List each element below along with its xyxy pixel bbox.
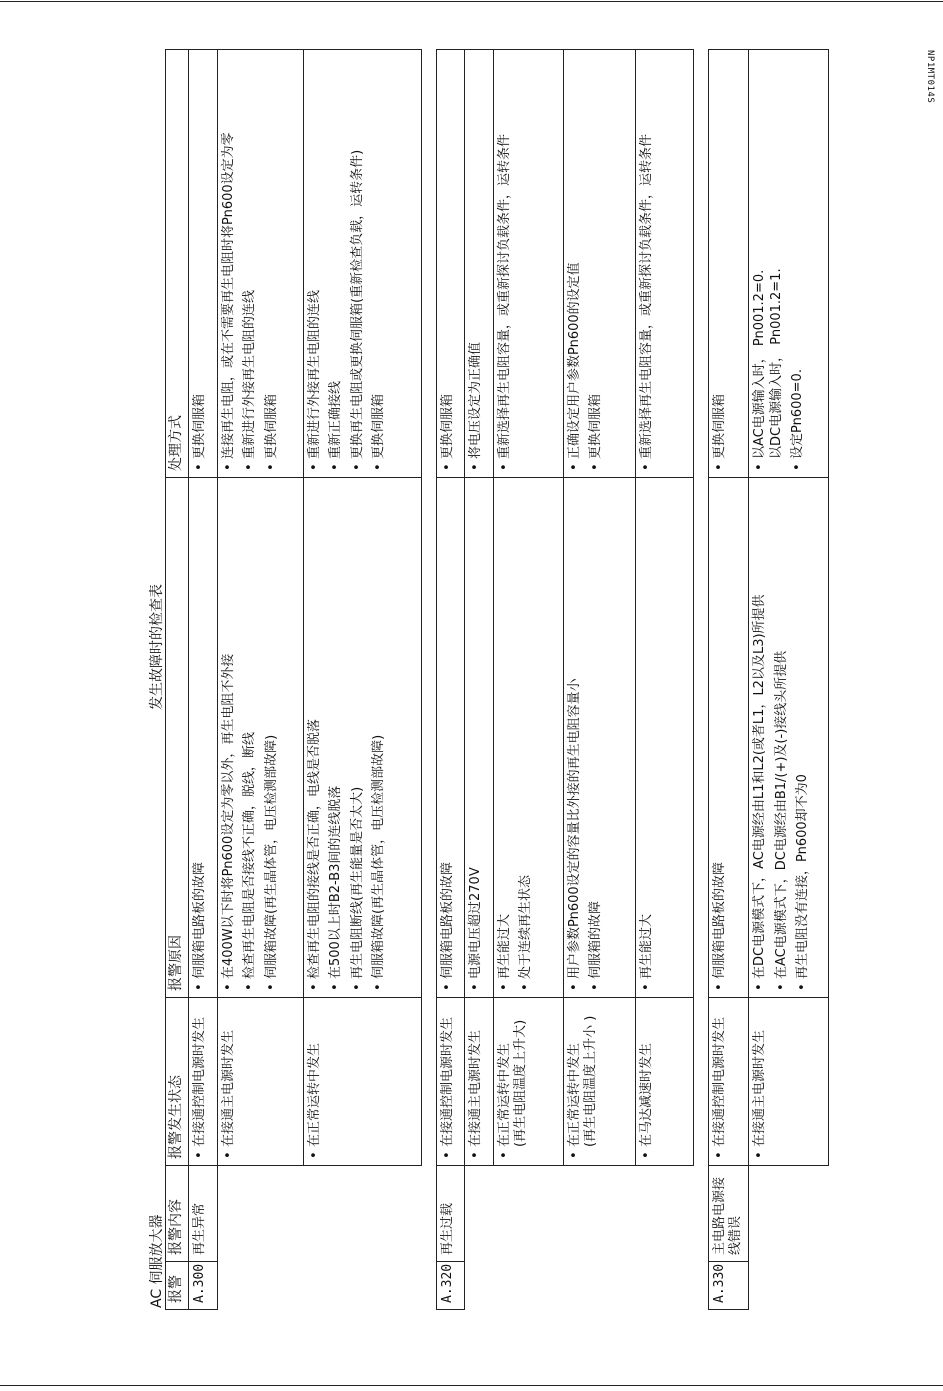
action-item: • 更换伺服箱 (264, 56, 281, 471)
status-list (712, 1002, 729, 1159)
alarm-content: 再生过载 (436, 1166, 465, 1262)
status-item: • 在接通控制电源时发生 (192, 1002, 209, 1159)
cause-item: • 伺服箱的故障 (588, 484, 605, 991)
page-code: NP1MT014S (925, 50, 935, 104)
action-item: • 更换伺服箱 (588, 56, 605, 471)
status-cell (188, 998, 217, 1166)
cause-cell (436, 478, 465, 998)
table-row (749, 50, 829, 1310)
check-table (165, 49, 829, 1310)
status-item: • 在马达减速时发生 (639, 1002, 656, 1159)
cause-item: • 再生能过大 (639, 484, 656, 991)
rotated-page (150, 50, 930, 1310)
status-item: • 在正常运转中发生 (再生电阻温度上升大) (497, 1002, 530, 1159)
status-list (752, 1002, 769, 1159)
status-item: • 在接通主电源时发生 (468, 1002, 485, 1159)
cause-cell (708, 478, 748, 998)
action-item: • 更换伺服箱 (192, 56, 209, 471)
cause-item: • 伺服箱电路板的故障 (440, 484, 457, 991)
table-body (188, 50, 828, 1310)
table-row (217, 50, 303, 1310)
cause-item: • 检查再生电阻是否接线不正确，脱线，断线 (242, 484, 259, 991)
action-item: • 连接再生电阻，或在不需要再生电阻时将Pn600设定为零 (221, 56, 238, 471)
table-row (708, 50, 748, 1310)
cause-cell (188, 478, 217, 998)
action-cell (563, 50, 635, 478)
group-spacer (421, 50, 436, 1310)
table-row (563, 50, 635, 1310)
action-item: • 更换伺服箱 (371, 56, 388, 471)
status-cell (635, 998, 693, 1166)
action-item: • 重新选择再生电阻容量，或重新探讨负载条件，运转条件 (497, 56, 514, 471)
action-cell (465, 50, 494, 478)
action-item: • 重新选择再生电阻容量，或重新探讨负载条件，运转条件 (639, 56, 656, 471)
group-spacer (693, 50, 708, 1310)
action-list (712, 56, 729, 471)
cause-item: • 伺服箱电路板的故障 (712, 484, 729, 991)
action-list (752, 56, 807, 471)
cause-list (497, 484, 535, 991)
status-item: • 在接通控制电源时发生 (712, 1002, 729, 1159)
status-cell (303, 998, 421, 1166)
table-row (436, 50, 465, 1310)
cause-item: • 伺服箱故障(再生晶体管，电压检测部故障) (264, 484, 281, 991)
status-item: • 在接通主电源时发生 (221, 1002, 238, 1159)
header-content: 报警内容 (166, 1166, 189, 1262)
action-cell (436, 50, 465, 478)
action-list (639, 56, 656, 471)
status-list (639, 1002, 656, 1159)
cause-item: • 在500以上时B2-B3间的连线脱落 (328, 484, 345, 991)
cause-list (639, 484, 656, 991)
action-list (497, 56, 514, 471)
header-cause: 报警原因 (166, 478, 189, 998)
status-list (307, 1002, 324, 1159)
bottom-rule (0, 1385, 943, 1386)
cause-item: • 电源电压超过270V (468, 484, 485, 991)
action-item: • 设定Pn600=0. (790, 56, 807, 471)
status-list (468, 1002, 485, 1159)
cause-cell (217, 478, 303, 998)
action-cell (749, 50, 829, 478)
cause-item: • 再生电阻断线(再生能量是否太大) (350, 484, 367, 991)
cause-item: • 再生能过大 (497, 484, 514, 991)
top-rule (0, 1, 943, 2)
status-cell (217, 998, 303, 1166)
action-item: • 更换再生电阻或更换伺服箱(重新检查负载，运转条件) (350, 56, 367, 471)
cause-cell (563, 478, 635, 998)
cause-list (221, 484, 281, 991)
action-list (440, 56, 457, 471)
status-cell (708, 998, 748, 1166)
action-list (567, 56, 605, 471)
action-list (468, 56, 485, 471)
caption-center: 发生故障时的检查表 (149, 584, 165, 710)
cause-cell (749, 478, 829, 998)
header-alarm: 报警 (166, 1262, 189, 1310)
action-list (307, 56, 389, 471)
action-item: • 重新进行外接再生电阻的连线 (242, 56, 259, 471)
table-row (188, 50, 217, 1310)
cause-list (567, 484, 605, 991)
status-list (497, 1002, 530, 1159)
cause-item: • 处于连续再生状态 (518, 484, 535, 991)
cause-cell (303, 478, 421, 998)
action-cell (708, 50, 748, 478)
action-cell (188, 50, 217, 478)
table-row (465, 50, 494, 1310)
action-cell (217, 50, 303, 478)
cause-item: • 在AC电源模式下，DC电源经由B1/(+)及(-)接线头所提供 (774, 484, 791, 991)
cause-list (752, 484, 812, 991)
cause-item: • 在DC电源模式下，AC电源经由L1和L2(或者L1，L2以及L3)所提供 (752, 484, 769, 991)
table-header-row (166, 50, 189, 1310)
status-item: • 在接通控制电源时发生 (440, 1002, 457, 1159)
cause-item: • 伺服箱电路板的故障 (192, 484, 209, 991)
cause-item: • 伺服箱故障(再生晶体管，电压检测部故障) (371, 484, 388, 991)
action-cell (493, 50, 563, 478)
cause-item: • 在400W以下时将Pn600设定为零以外，再生电阻不外接 (221, 484, 238, 991)
action-item: • 重新正确接线 (328, 56, 345, 471)
cause-item: • 用户参数Pn600设定的容量比外接的再生电阻容量小 (567, 484, 584, 991)
alarm-code: A.300 (188, 1262, 217, 1310)
status-cell (563, 998, 635, 1166)
action-list (221, 56, 281, 471)
table-row (303, 50, 421, 1310)
alarm-content: 再生异常 (188, 1166, 217, 1262)
table-row (493, 50, 563, 1310)
status-cell (749, 998, 829, 1166)
cause-cell (493, 478, 563, 998)
cause-cell (465, 478, 494, 998)
status-cell (436, 998, 465, 1166)
status-item: • 在接通主电源时发生 (752, 1002, 769, 1159)
status-list (192, 1002, 209, 1159)
cause-list (440, 484, 457, 991)
alarm-code: A.320 (436, 1262, 465, 1310)
cause-cell (635, 478, 693, 998)
action-item: • 以AC电源输入时， Pn001.2=0. 以DC电源输入时， Pn001.2=1. (752, 56, 785, 471)
header-status: 报警发生状态 (166, 998, 189, 1166)
status-list (567, 1002, 600, 1159)
action-item: • 更换伺服箱 (712, 56, 729, 471)
status-cell (465, 998, 494, 1166)
status-item: • 在正常运转中发生 (307, 1002, 324, 1159)
status-list (440, 1002, 457, 1159)
cause-list (307, 484, 389, 991)
cause-item: • 检查再生电阻的接线是否正确，电线是否脱落 (307, 484, 324, 991)
action-cell (635, 50, 693, 478)
alarm-content: 主电路电源接线错误 (708, 1166, 748, 1262)
status-list (221, 1002, 238, 1159)
status-cell (493, 998, 563, 1166)
action-cell (303, 50, 421, 478)
table-row (635, 50, 693, 1310)
action-list (192, 56, 209, 471)
alarm-code: A.330 (708, 1262, 748, 1310)
cause-item: • 再生电阻没有连接，Pn600却不为0 (795, 484, 812, 991)
caption-left: AC 伺服放大器 (149, 1214, 165, 1308)
cause-list (468, 484, 485, 991)
header-action: 处理方式 (166, 50, 189, 478)
action-item: • 重新进行外接再生电阻的连线 (307, 56, 324, 471)
action-item: • 将电压设定为正确值 (468, 56, 485, 471)
cause-list (192, 484, 209, 991)
action-item: • 更换伺服箱 (440, 56, 457, 471)
status-item: • 在正常运转中发生 (再生电阻温度上升小 ) (567, 1002, 600, 1159)
cause-list (712, 484, 729, 991)
action-item: • 正确设定用户参数Pn600的设定值 (567, 56, 584, 471)
